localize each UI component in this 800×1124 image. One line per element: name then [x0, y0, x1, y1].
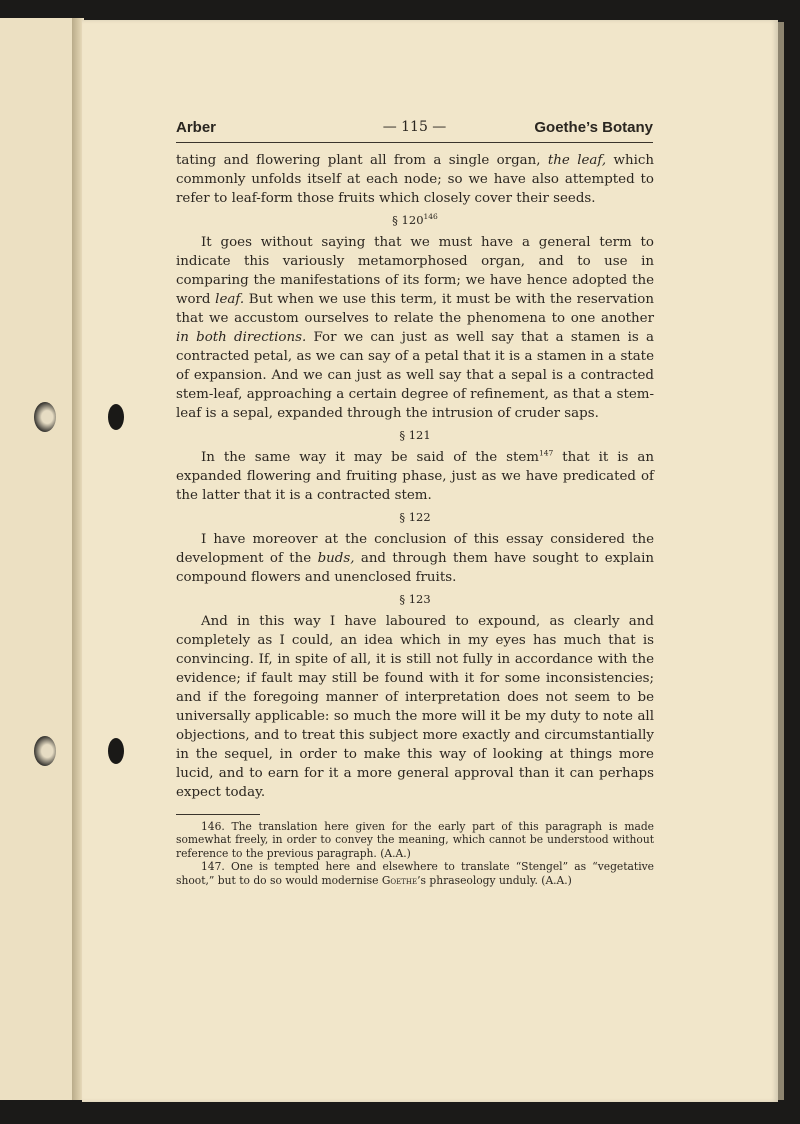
paragraph-121 [176, 448, 654, 505]
footnote-ref: 146 [423, 212, 438, 222]
paragraph-123: And in this way I have laboured to expound, as clearly and completely as I could, an idea which in my eyes has much that is convincing. If, in spite of all, it is still not fully in accordance with the evidence; if fault may still be found with it for some inconsistencies; and if the foregoing manner of interpretation does not seem to be universally applicable: so much the more will it be my duty to note all objections, and to treat this subject more exactly and circumstantially in the sequel, in order to make this way of looking at things more lucid, and to earn for it a more general approval than it can perhaps expect today. [176, 614, 654, 800]
page-body [176, 151, 654, 887]
text-run: 147. One is tempted here and elsewhere to translate “Stengel” as “vegetative shoot,” but to do so would modernise [176, 860, 654, 887]
paragraph-continuation [176, 151, 654, 208]
footnote-ref: 147 [538, 448, 554, 458]
facing-page-edge [0, 18, 80, 1100]
punch-hole-facing-upper [34, 402, 56, 432]
emphasis: in both directions. [176, 330, 307, 345]
text-run: and through them have sought to explain compound flowers and unenclosed fruits. [176, 551, 654, 585]
emphasis: the leaf, [547, 153, 607, 168]
footnote-146: 146. The translation here given for the early part of this paragraph is made somewhat freely, in order to convey the meaning, which cannot be understood without reference to the previous paragraph. (A.A.) [176, 820, 654, 860]
text-run: For we can just as well say that a stamen is a contracted petal, as we can say of a petal that it is a stamen in a state of expansion. And we can just as well say that a sepal is a contracted stem-leaf, approaching a certain degree of refinement, as that a stem-leaf is a sepal, expanded through the intrusion of cruder saps. [176, 330, 655, 421]
text-run: I have moreover at the conclusion of this essay considered the development of the [176, 532, 654, 566]
running-head-title: Goethe’s Botany [534, 119, 653, 136]
text-run: In the same way it may be said of the stem [201, 450, 539, 465]
footnote-rule [176, 814, 260, 815]
running-head-author: Arber [176, 119, 217, 136]
section-heading-123: § 123 [399, 592, 431, 606]
punch-hole-lower [108, 738, 124, 764]
header-rule [176, 142, 653, 143]
emphasis: buds, [317, 551, 355, 566]
small-caps-name: Goethe [381, 873, 418, 887]
section-heading-120 [176, 211, 654, 230]
paragraph-122 [176, 530, 654, 587]
text-run: tating and flowering plant all from a single organ, [176, 153, 548, 168]
footnotes [176, 820, 654, 887]
text-run: It goes without saying that we must have a general term to indicate this variously metamorphosed organ, and to use in comparing the manifestations of its form; we have hence adopted the word [176, 235, 654, 307]
text-run: But when we use this term, it must be with the reservation that we accustom ourselves to relate the phenomena to one another [176, 292, 654, 326]
section-label: § 120 [392, 213, 424, 227]
text-run: that it is an expanded flowering and fruiting phase, just as we have predicated of the latter that it is a contracted stem. [176, 450, 654, 503]
section-heading-122: § 122 [399, 510, 431, 524]
paragraph-120 [176, 233, 654, 423]
footnote-147 [176, 860, 654, 887]
punch-hole-upper [108, 404, 124, 430]
text-run: which commonly unfolds itself at each node; so we have also attempted to refer to leaf-form those fruits which closely cover their seeds. [176, 153, 654, 206]
page-edge-shadow [778, 22, 784, 1100]
section-heading-121: § 121 [399, 428, 431, 442]
page-number: — 115 — [382, 119, 447, 135]
running-head [176, 119, 653, 141]
punch-hole-facing-lower [34, 736, 56, 766]
emphasis: leaf. [215, 292, 245, 307]
text-run: ’s phraseology unduly. (A.A.) [417, 873, 572, 887]
